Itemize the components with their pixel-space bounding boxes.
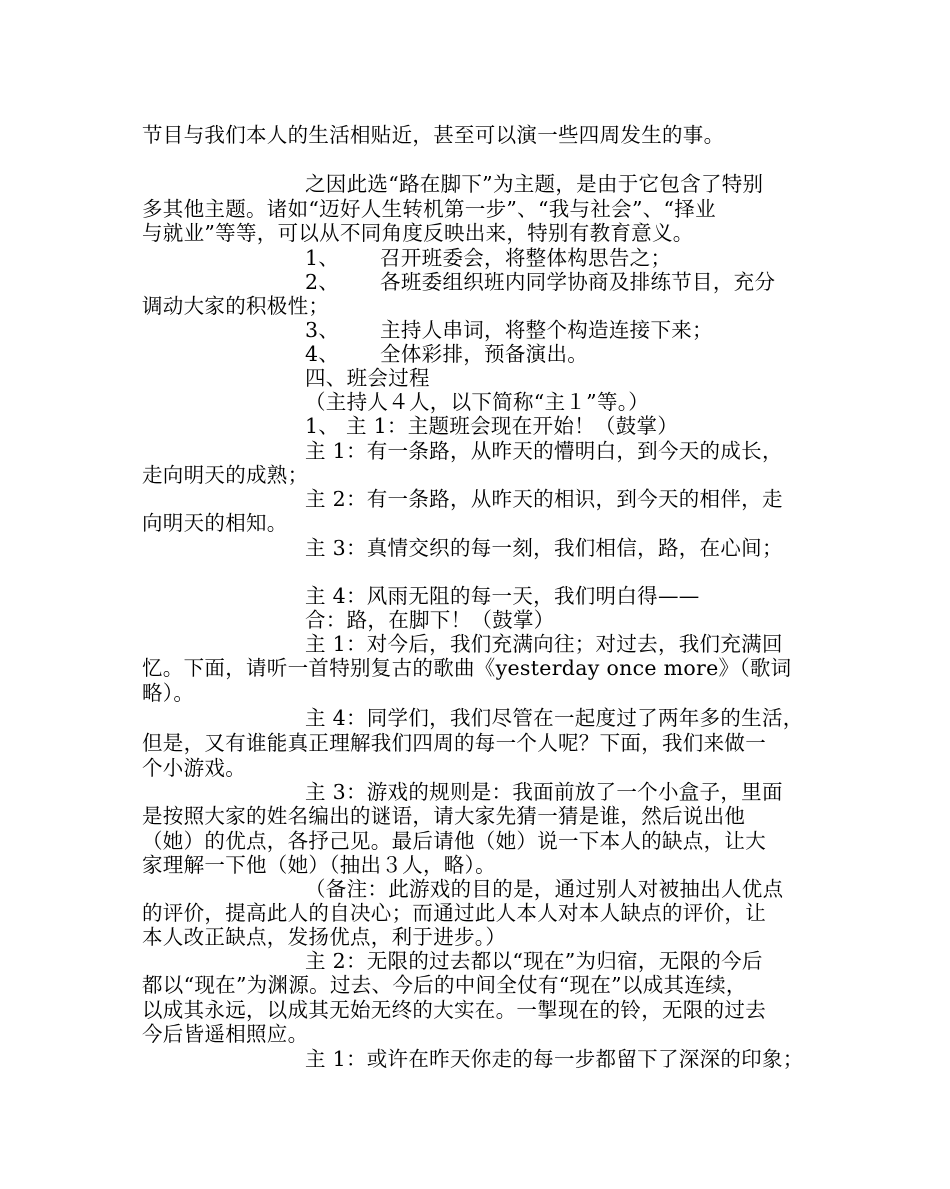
list-item: 1、 召开班委会，将整体构思告之； (305, 246, 672, 270)
text-line: 主 4：风雨无阻的每一天，我们明白得—— (305, 584, 700, 608)
text-line: 主 3：游戏的规则是：我面前放了一个小盒子，里面 (305, 780, 783, 804)
text-line: 调动大家的积极性； (142, 294, 330, 318)
text-line: 节目与我们本人的生活相贴近，甚至可以演一些四周发生的事。 (142, 123, 725, 147)
text-line: 主 1：或许在昨天你走的每一步都留下了深深的印象； (305, 1047, 804, 1071)
note-line: 本人改正缺点，发扬优点，利于进步。） (142, 925, 507, 949)
text-line: 个小游戏。 (142, 756, 246, 780)
text-line: 以成其永远，以成其无始无终的大实在。一掣现在的铃，无限的过去 (142, 998, 766, 1022)
text-line: 主 2：有一条路，从昨天的相识，到今天的相伴，走 (305, 487, 783, 511)
text-line: 但是，又有谁能真正理解我们四周的每一个人呢？下面，我们来做一 (142, 731, 766, 755)
text-line: 与就业”等等，可以从不同角度反映出来，特别有教育意义。 (142, 221, 694, 245)
text-line: 家理解一下他（她）（抽出３人，略）。 (142, 853, 496, 877)
text-line: 是按照大家的姓名编出的谜语，请大家先猜一猜是谁，然后说出他 (142, 804, 746, 828)
text-line: 主 3：真情交织的每一刻，我们相信，路，在心间； (305, 536, 783, 560)
text-line: 主 2：无限的过去都以“现在”为归宿，无限的今后 (305, 949, 763, 973)
note-line: （备注：此游戏的目的是，通过别人对被抽出人优点 (305, 877, 784, 901)
text-line: 主 1：有一条路，从昨天的懵明白，到今天的成长， (305, 439, 783, 463)
text-line: 之因此选“路在脚下”为主题，是由于它包含了特别 (305, 172, 764, 196)
text-line: 主 1：对今后，我们充满向往；对过去，我们充满回 (305, 632, 783, 656)
text-line: 略）。 (142, 681, 195, 705)
text-line: 合：路，在脚下！（鼓掌） (305, 608, 555, 632)
text-line: 多其他主题。诸如“迈好人生转机第一步”、“我与社会”、“择业 (142, 197, 716, 221)
text-line: 忆。下面，请听一首特别复古的歌曲《yesterday once more》（歌词 (142, 656, 792, 680)
list-item: 3、 主持人串词，将整个构造连接下来； (305, 318, 713, 342)
text-line: （她）的优点，各抒己见。最后请他（她）说一下本人的缺点，让大 (142, 829, 766, 853)
text-line: 主 4：同学们，我们尽管在一起度过了两年多的生活， (305, 706, 804, 730)
note-line: 的评价，提高此人的自决心；而通过此人本人对本人缺点的评价，让 (142, 901, 766, 925)
list-item: 4、 全体彩排，预备演出。 (305, 342, 589, 366)
section-heading: 四、班会过程 (305, 366, 430, 390)
text-line: 向明天的相知。 (142, 511, 288, 535)
list-item: 2、 各班委组织班内同学协商及排练节目，充分 (305, 270, 776, 294)
text-line: （主持人４人，以下简称“主１”等。） (305, 390, 650, 414)
text-line: 走向明天的成熟； (142, 463, 309, 487)
text-line: 今后皆遥相照应。 (142, 1022, 309, 1046)
text-line: 1、 主 1：主题班会现在开始！（鼓掌） (305, 414, 679, 438)
text-line: 都以“现在”为渊源。过去、今后的中间全仗有“现在”以成其连续， (142, 973, 747, 997)
